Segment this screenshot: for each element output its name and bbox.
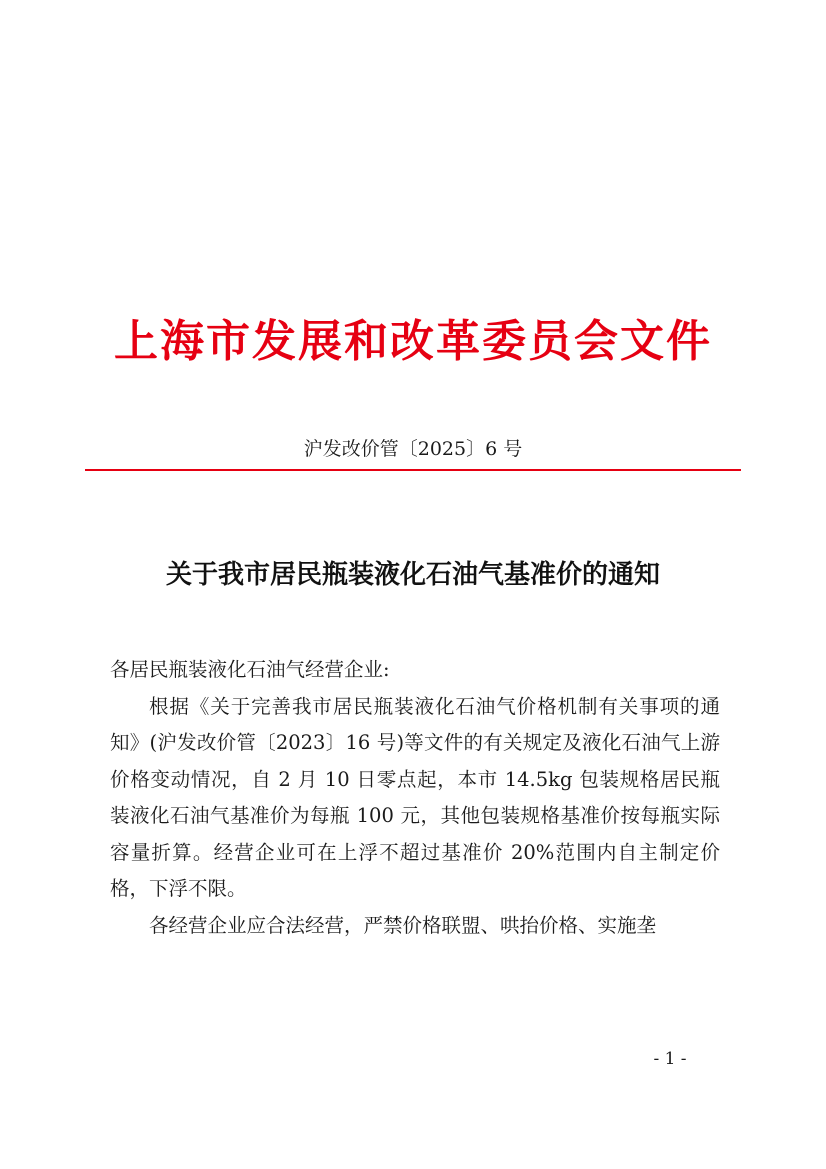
issuer-heading: 上海市发展和改革委员会文件 [114, 316, 712, 367]
body-paragraph: 各经营企业应合法经营，严禁价格联盟、哄抬价格、实施垄 [149, 913, 657, 937]
page-number: - 1 - [653, 1049, 687, 1069]
red-divider-line [85, 469, 741, 471]
body-paragraph: 根据《关于完善我市居民瓶装液化石油气价格机制有关事项的通知》(沪发改价管〔2023〕16 号)等文件的有关规定及液化石油气上游价格变动情况，自 2 月 10 日零点起，本市 14.5kg 包装规格居民瓶装液化石油气基准价为每瓶 100 元，其他包装规格基准价按每瓶实际容量折算。经营企业可在上浮不超过基准价 20%范围内自主制定价格，下浮不限。 [110, 694, 720, 900]
document-number: 沪发改价管〔2025〕6 号 [303, 438, 523, 460]
salutation: 各居民瓶装液化石油气经营企业: [110, 658, 390, 681]
document-body [110, 652, 720, 944]
document-title: 关于我市居民瓶装液化石油气基准价的通知 [165, 560, 660, 590]
